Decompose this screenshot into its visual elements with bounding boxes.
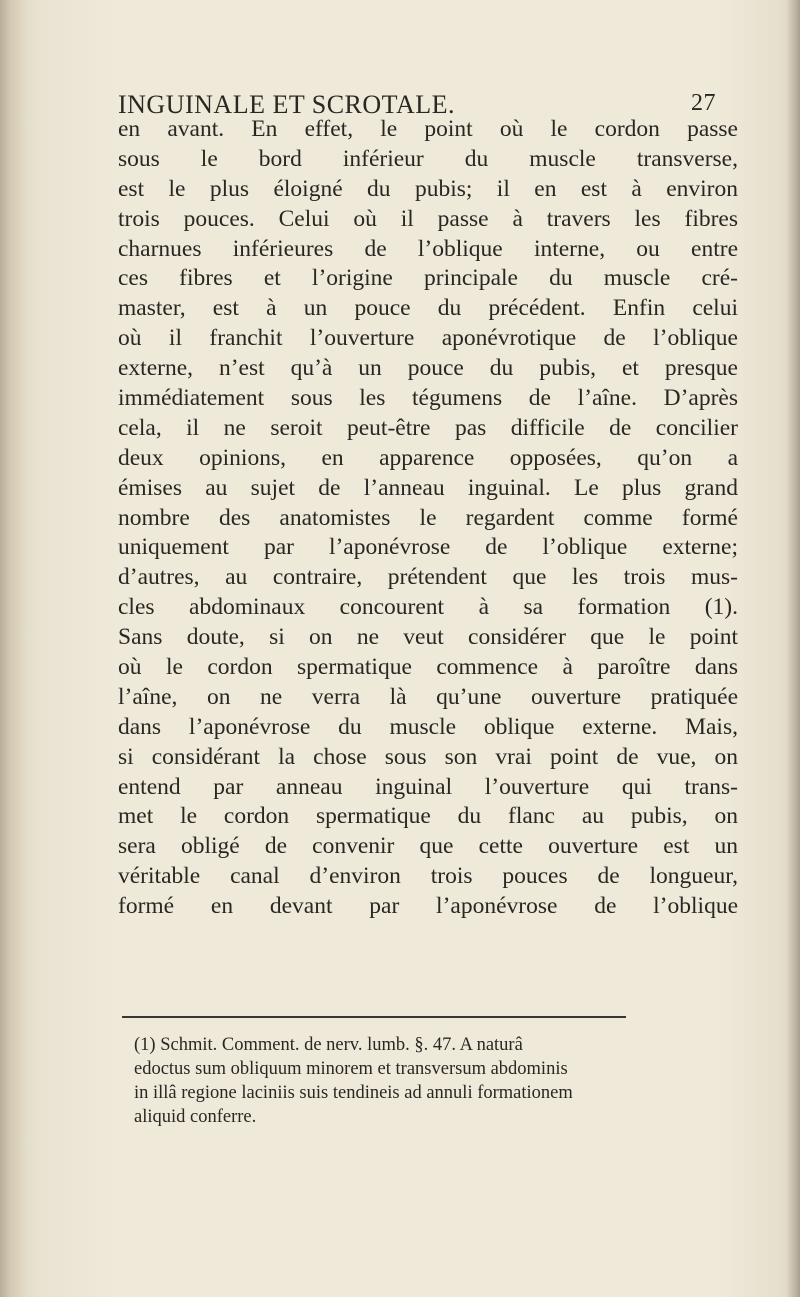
text-line: sous le bord inférieur du muscle transverse, — [118, 145, 738, 172]
page-number: 27 — [691, 90, 716, 116]
body-text — [118, 115, 738, 922]
page-binding-edge — [0, 0, 26, 1297]
text-line: Sans doute, si on ne veut considérer que le point — [118, 624, 738, 651]
text-line: immédiatement sous les tégumens de l’aîne. D’après — [118, 385, 738, 412]
text-line: émises au sujet de l’anneau inguinal. Le plus grand — [118, 474, 738, 501]
text-line: d’autres, au contraire, prétendent que les trois mus- — [118, 564, 738, 591]
text-line: formé en devant par l’aponévrose de l’oblique — [118, 893, 738, 920]
text-line: trois pouces. Celui où il passe à travers les fibres — [118, 205, 738, 232]
text-line: est le plus éloigné du pubis; il en est à environ — [118, 175, 738, 202]
page-outer-edge — [786, 0, 800, 1297]
text-line: véritable canal d’environ trois pouces de longueur, — [118, 863, 738, 890]
running-title: INGUINALE ET SCROTALE. — [118, 90, 456, 119]
text-line: où le cordon spermatique commence à paroître dans — [118, 654, 738, 681]
text-line: sera obligé de convenir que cette ouverture est un — [118, 833, 738, 860]
text-line: nombre des anatomistes le regardent comme formé — [118, 504, 738, 531]
text-line: ces fibres et l’origine principale du muscle cré- — [118, 265, 738, 292]
text-line: met le cordon spermatique du flanc au pubis, on — [118, 803, 738, 830]
footnote-line: aliquid conferre. — [134, 1107, 257, 1127]
text-line: dans l’aponévrose du muscle oblique externe. Mais, — [118, 713, 738, 740]
text-line: en avant. En effet, le point où le cordon passe — [118, 116, 738, 142]
text-line: charnues inférieures de l’oblique interne, ou entre — [118, 235, 738, 262]
text-line: où il franchit l’ouverture aponévrotique de l’oblique — [118, 325, 738, 352]
text-line: deux opinions, en apparence opposées, qu’on a — [118, 444, 738, 471]
text-line: uniquement par l’aponévrose de l’oblique externe; — [118, 534, 738, 561]
text-line: master, est à un pouce du précédent. Enfin celui — [118, 295, 738, 322]
footnote-line: edoctus sum obliquum minorem et transversum abdominis — [134, 1059, 568, 1079]
text-line: cles abdominaux concourent à sa formation (1). — [118, 594, 738, 621]
text-line: l’aîne, on ne verra là qu’une ouverture pratiquée — [118, 683, 738, 710]
text-line: externe, n’est qu’à un pouce du pubis, et presque — [118, 355, 738, 382]
text-line: entend par anneau inguinal l’ouverture qui trans- — [118, 773, 738, 800]
footnote — [134, 1033, 734, 1129]
text-line: cela, il ne seroit peut-être pas difficile de concilier — [118, 414, 738, 441]
footnote-line: in illâ regione laciniis suis tendineis ad annuli formationem — [134, 1083, 573, 1103]
footnote-line: (1) Schmit. Comment. de nerv. lumb. §. 47. A naturâ — [134, 1035, 523, 1055]
footnote-divider — [122, 1016, 626, 1018]
text-line: si considérant la chose sous son vrai point de vue, on — [118, 743, 738, 770]
